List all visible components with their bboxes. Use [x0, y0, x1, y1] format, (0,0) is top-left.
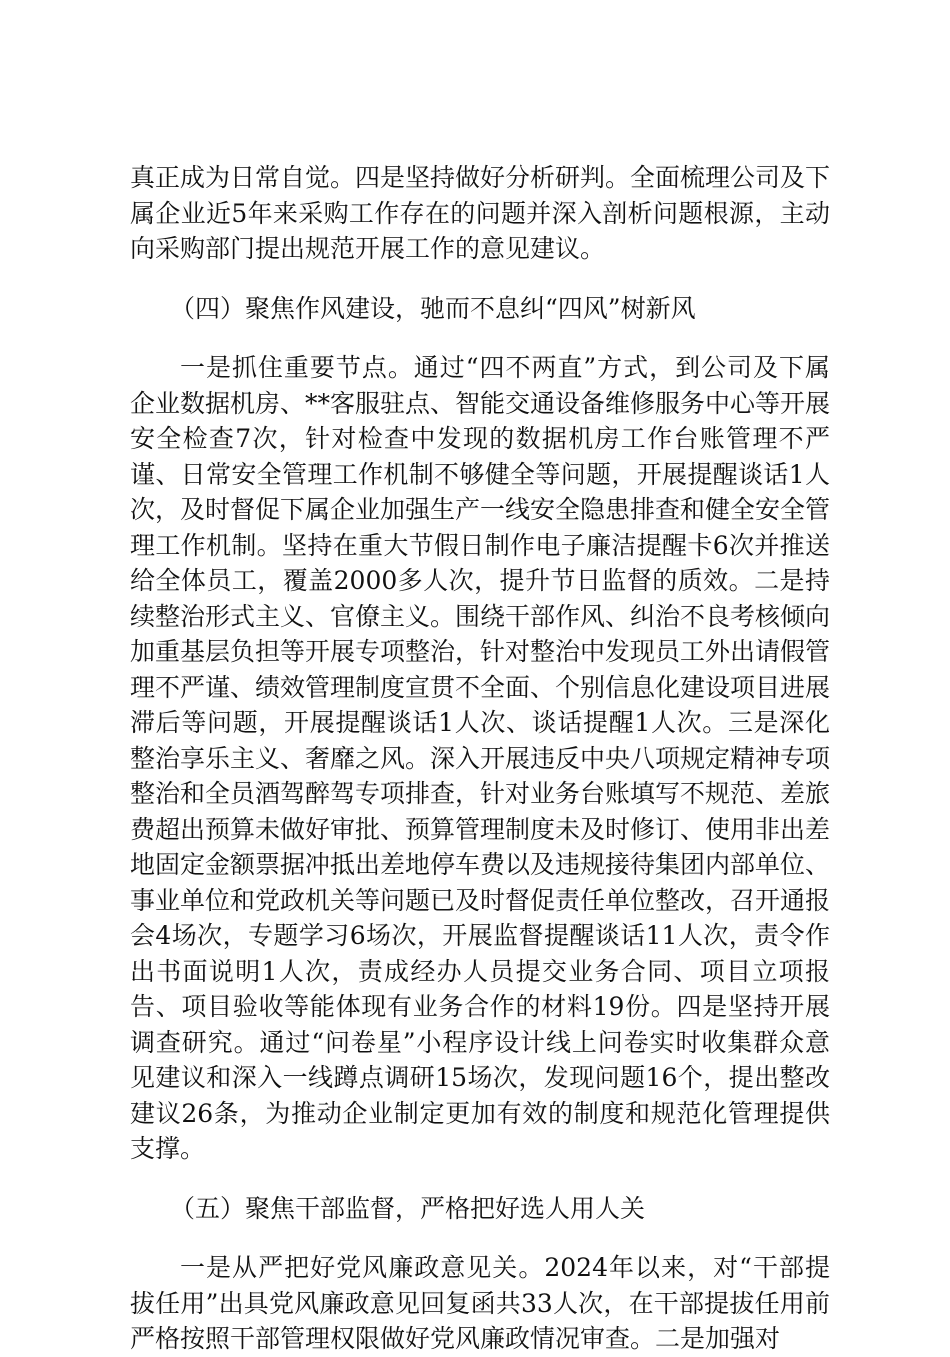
paragraph-gap — [130, 267, 830, 291]
section-heading-4: （四）聚焦作风建设，驰而不息纠“四风”树新风 — [170, 293, 696, 323]
paragraph-gap — [130, 1167, 830, 1191]
document-body — [130, 160, 830, 1357]
section-heading-5: （五）聚焦干部监督，严格把好选人用人关 — [170, 1193, 646, 1223]
paragraph-gap — [130, 326, 830, 350]
section-paragraph-4: 一是抓住重要节点。通过“四不两直”方式，到公司及下属企业数据机房、**客服驻点、智能交通设备维修服务中心等开展安全检查7次，针对检查中发现的数据机房工作台账管理不严谨、日常安全管理工作机制不够健全等问题，开展提醒谈话1人次，及时督促下属企业加强生产一线安全隐患排查和健全安全管理工作机制。坚持在重大节假日制作电子廉洁提醒卡6次并推送给全体员工，覆盖2000多人次，提升节日监督的质效。二是持续整治形式主义、官僚主义。围绕干部作风、纠治不良考核倾向加重基层负担等开展专项整治，针对整治中发现员工外出请假管理不严谨、绩效管理制度宣贯不全面、个别信息化建设项目进展滞后等问题，开展提醒谈话1人次、谈话提醒1人次。三是深化整治享乐主义、奢靡之风。深入开展违反中央八项规定精神专项整治和全员酒驾醉驾专项排查，针对业务台账填写不规范、差旅费超出预算未做好审批、预算管理制度未及时修订、使用非出差地固定金额票据冲抵出差地停车费以及违规接待集团内部单位、事业单位和党政机关等问题已及时督促责任单位整改，召开通报会4场次，专题学习6场次，开展监督提醒谈话11人次，责令作出书面说明1人次，责成经办人员提交业务合同、项目立项报告、项目验收等能体现有业务合作的材料19份。四是坚持开展调查研究。通过“问卷星”小程序设计线上问卷实时收集群众意见建议和深入一线蹲点调研15场次，发现问题16个，提出整改建议26条，为推动企业制定更加有效的制度和规范化管理提供支撑。 — [130, 353, 831, 1163]
section-paragraph-5: 一是从严把好党风廉政意见关。2024年以来，对“干部提拔任用”出具党风廉政意见回复函共33人次，在干部提拔任用前严格按照干部管理权限做好党风廉政情况审查。二是加强对 — [130, 1253, 830, 1353]
paragraph-gap — [130, 1226, 830, 1250]
paragraph-continuation: 真正成为日常自觉。四是坚持做好分析研判。全面梳理公司及下属企业近5年来采购工作存在的问题并深入剖析问题根源，主动向采购部门提出规范开展工作的意见建议。 — [130, 163, 831, 263]
